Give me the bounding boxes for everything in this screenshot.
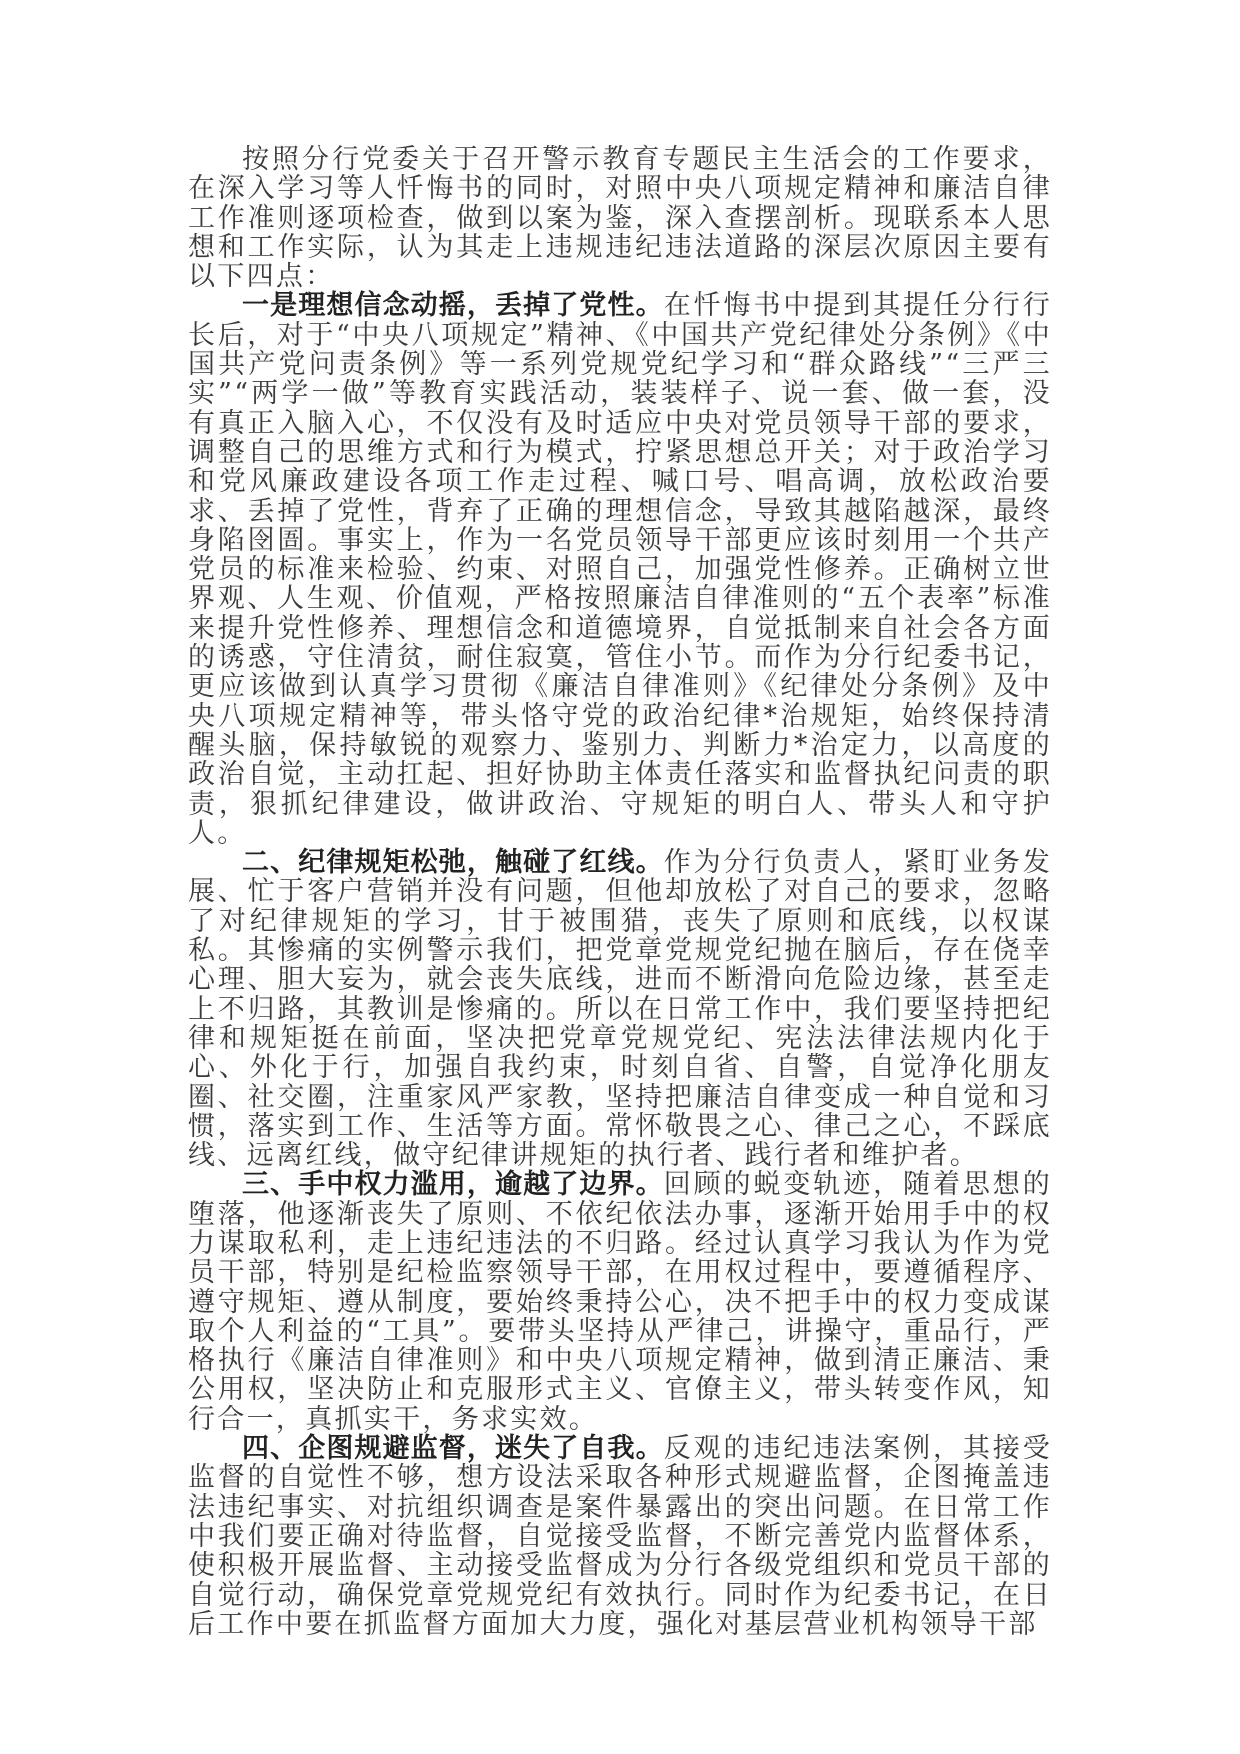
section-3-heading: 三、手中权力滥用，逾越了边界。 [242,1169,664,1201]
section-3-paragraph [188,1170,1052,1434]
section-4-heading: 四、企图规避监督，迷失了自我。 [242,1433,664,1465]
section-2-heading: 二、纪律规矩松弛，触碰了红线。 [242,847,664,879]
section-1-paragraph [188,291,1052,848]
section-1-heading: 一是理想信念动摇，丢掉了党性。 [242,290,664,322]
section-1-body: 在忏悔书中提到其提任分行行长后，对于“中央八项规定”精神、《中国共产党纪律处分条例》《中国共产党问责条例》等一系列党规党纪学习和“群众路线”“三严三实”“两学一做”等教育实践活动，装装样子、说一套、做一套，没有真正入脑入心，不仅没有及时适应中央对党员领导干部的要求，调整自己的思维方式和行为模式，拧紧思想总开关；对于政治学习和党风廉政建设各项工作走过程、喊口号、唱高调，放松政治要求、丢掉了党性，背弃了正确的理想信念，导致其越陷越深，最终身陷囹圄。事实上，作为一名党员领导干部更应该时刻用一个共产党员的标准来检验、约束、对照自己，加强党性修养。正确树立世界观、人生观、价值观，严格按照廉洁自律准则的“五个表率”标准来提升党性修养、理想信念和道德境界，自觉抵制来自社会各方面的诱惑，守住清贫，耐住寂寞，管住小节。而作为分行纪委书记，更应该做到认真学习贯彻《廉洁自律准则》《纪律处分条例》及中央八项规定精神等，带头恪守党的政治纪律*治规矩，始终保持清醒头脑，保持敏锐的观察力、鉴别力、判断力*治定力，以高度的政治自觉，主动扛起、担好协助主体责任落实和监督执纪问责的职责，狠抓纪律建设，做讲政治、守规矩的明白人、带头人和守护人。 [188,290,1052,849]
section-3-body: 回顾的蜕变轨迹，随着思想的堕落，他逐渐丧失了原则、不依纪依法办事，逐渐开始用手中的权力谋取私利，走上违纪违法的不归路。经过认真学习我认为作为党员干部，特别是纪检监察领导干部，在用权过程中，要遵循程序、遵守规矩、遵从制度，要始终秉持公心，决不把手中的权力变成谋取个人利益的“工具”。要带头坚持从严律己，讲操守，重品行，严格执行《廉洁自律准则》和中央八项规定精神，做到清正廉洁、秉公用权，坚决防止和克服形式主义、官僚主义，带头转变作风，知行合一，真抓实干，务求实效。 [188,1169,1052,1435]
section-2-body: 作为分行负责人，紧盯业务发展、忙于客户营销并没有问题，但他却放松了对自己的要求，忽略了对纪律规矩的学习，甘于被围猎，丧失了原则和底线，以权谋私。其惨痛的实例警示我们，把党章党规党纪抛在脑后，存在侥幸心理、胆大妄为，就会丧失底线，进而不断滑向危险边缘，甚至走上不归路，其教训是惨痛的。所以在日常工作中，我们要坚持把纪律和规矩挺在前面，坚决把党章党规党纪、宪法法律法规内化于心、外化于行，加强自我约束，时刻自省、自警，自觉净化朋友圈、社交圈，注重家风严家教，坚持把廉洁自律变成一种自觉和习惯，落实到工作、生活等方面。常怀敬畏之心、律己之心，不踩底线、远离红线，做守纪律讲规矩的执行者、践行者和维护者。 [188,847,1052,1172]
section-4-paragraph [188,1434,1052,1639]
section-2-paragraph [188,848,1052,1170]
paragraph-body: 按照分行党委关于召开警示教育专题民主生活会的工作要求，在深入学习等人忏悔书的同时，对照中央八项规定精神和廉洁自律工作准则逐项检查，做到以案为鉴，深入查摆剖析。现联系本人思想和工作实际，认为其走上违规违纪违法道路的深层次原因主要有以下四点： [188,144,1052,293]
intro-paragraph [188,145,1052,291]
section-4-body: 反观的违纪违法案例，其接受监督的自觉性不够，想方设法采取各种形式规避监督，企图掩盖违法违纪事实、对抗组织调查是案件暴露出的突出问题。在日常工作中我们要正确对待监督，自觉接受监督，不断完善党内监督体系，使积极开展监督、主动接受监督成为分行各级党组织和党员干部的自觉行动，确保党章党规党纪有效执行。同时作为纪委书记，在日后工作中要在抓监督方面加大力度，强化对基层营业机构领导干部 [188,1433,1052,1640]
document-page [188,145,1052,1639]
